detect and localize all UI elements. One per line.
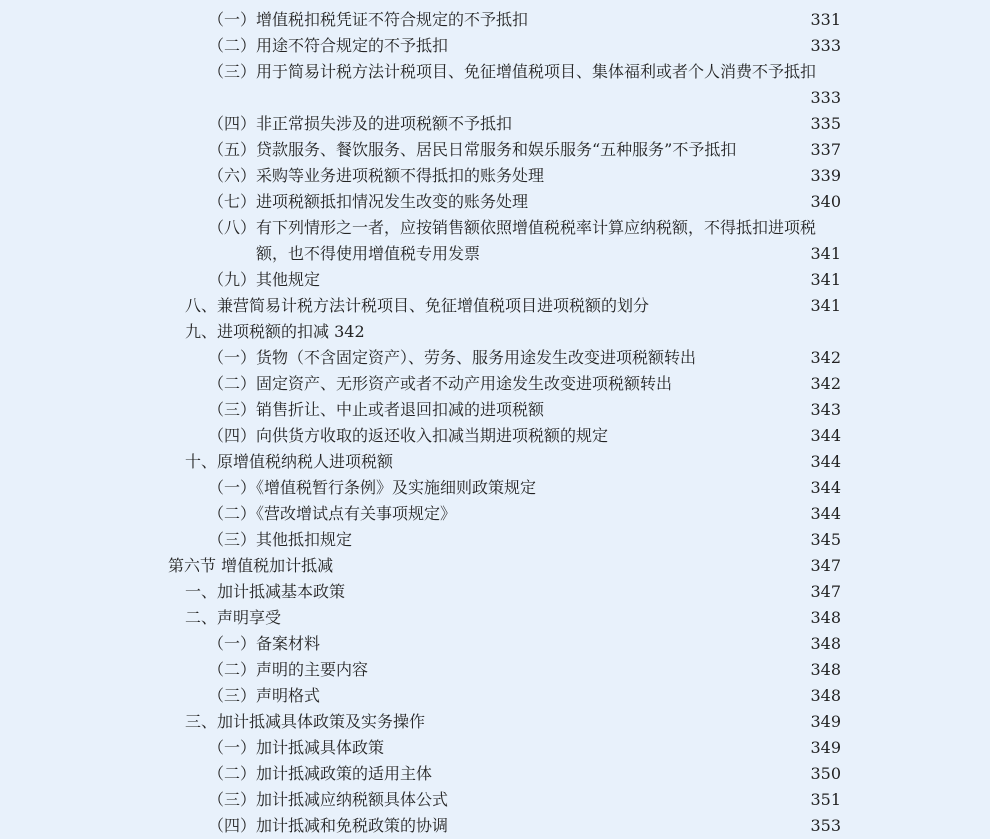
toc-entry-title: （二）加计抵减政策的适用主体 — [208, 764, 433, 783]
toc-entry-title: （三）声明格式 — [208, 686, 321, 705]
toc-entry-page: 341 — [810, 296, 841, 315]
toc-entry-title: （一）《增值税暂行条例》及实施细则政策规定 — [208, 478, 537, 497]
toc-entry-title: （二）《营改增试点有关事项规定》 — [208, 504, 457, 523]
toc-entry[interactable] — [0, 33, 990, 59]
toc-entry-title: （一）备案材料 — [208, 634, 321, 653]
toc-entry-page: 342 — [810, 348, 841, 367]
toc-entry-title: （四）非正常损失涉及的进项税额不予抵扣 — [208, 114, 513, 133]
toc-entry[interactable] — [0, 215, 990, 267]
toc-entry-page: 343 — [810, 400, 841, 419]
toc-entry-title: （三）用于简易计税方法计税项目、免征增值税项目、集体福利或者个人消费不予抵扣 — [208, 62, 817, 81]
toc-entry-page: 353 — [810, 816, 841, 835]
toc-entry-title: （九）其他规定 — [208, 270, 321, 289]
toc-entry-title: （一）增值税扣税凭证不符合规定的不予抵扣 — [208, 10, 529, 29]
toc-entry-title: 二、声明享受 — [185, 608, 282, 627]
toc-entry-page: 333 — [810, 88, 841, 107]
toc-entry-title: （四）向供货方收取的返还收入扣减当期进项税额的规定 — [208, 426, 609, 445]
toc-entry-page: 348 — [810, 660, 841, 679]
toc-entry-title: 一、加计抵减基本政策 — [185, 582, 346, 601]
toc-entry[interactable] — [0, 761, 990, 787]
toc-entry-page: 344 — [810, 426, 841, 445]
toc-entry[interactable] — [0, 267, 990, 293]
toc-entry-title: 第六节 增值税加计抵减 — [168, 556, 334, 575]
toc-entry-title: 三、加计抵减具体政策及实务操作 — [185, 712, 426, 731]
toc-entry-title: （三）销售折让、中止或者退回扣减的进项税额 — [208, 400, 545, 419]
toc-entry[interactable] — [0, 319, 990, 345]
toc-entry-page: 347 — [810, 556, 841, 575]
toc-entry-page: 347 — [810, 582, 841, 601]
toc-entry[interactable] — [0, 605, 990, 631]
toc-entry[interactable] — [0, 163, 990, 189]
toc-entry[interactable] — [0, 137, 990, 163]
toc-entry-page: 344 — [810, 452, 841, 471]
toc-entry-title: （七）进项税额抵扣情况发生改变的账务处理 — [208, 192, 529, 211]
toc-entry-page: 348 — [810, 608, 841, 627]
toc-entry-title: （四）加计抵减和免税政策的协调 — [208, 816, 449, 835]
toc-entry-page: 333 — [810, 36, 841, 55]
toc-entry[interactable] — [0, 371, 990, 397]
toc-entry-page: 340 — [810, 192, 841, 211]
toc-entry[interactable] — [0, 397, 990, 423]
toc-entry-title: （三）加计抵减应纳税额具体公式 — [208, 790, 449, 809]
toc-entry-page: 350 — [810, 764, 841, 783]
toc-entry-page: 349 — [810, 712, 841, 731]
toc-entry[interactable] — [0, 735, 990, 761]
toc-entry-page: 344 — [810, 478, 841, 497]
toc-entry-page: 339 — [810, 166, 841, 185]
toc-entry-page: 348 — [810, 686, 841, 705]
toc-entry[interactable] — [0, 631, 990, 657]
toc-entry[interactable] — [0, 501, 990, 527]
toc-entry[interactable] — [0, 111, 990, 137]
toc-entry[interactable] — [0, 423, 990, 449]
toc-entry-title: （二）用途不符合规定的不予抵扣 — [208, 36, 449, 55]
toc-entry[interactable] — [0, 657, 990, 683]
toc-entry[interactable] — [0, 709, 990, 735]
toc-entry[interactable] — [0, 7, 990, 33]
toc-entry-title: （八）有下列情形之一者，应按销售额依照增值税税率计算应纳税额，不得抵扣进项税额，也不得使用增值税专用发票 — [208, 218, 817, 263]
toc-entry-page: 335 — [810, 114, 841, 133]
toc-entry-title: 九、进项税额的扣减 342 — [185, 322, 365, 341]
toc-entry[interactable] — [0, 293, 990, 319]
toc-entry-page: 351 — [810, 790, 841, 809]
toc-entry-page: 337 — [810, 140, 841, 159]
toc-entry[interactable] — [0, 813, 990, 839]
toc-entry-title: （二）声明的主要内容 — [208, 660, 369, 679]
toc-entry-page: 349 — [810, 738, 841, 757]
toc-entry-title: （一）加计抵减具体政策 — [208, 738, 385, 757]
toc-entry[interactable] — [0, 345, 990, 371]
toc-entry-title: （五）贷款服务、餐饮服务、居民日常服务和娱乐服务“五种服务”不予抵扣 — [208, 140, 737, 159]
toc-entry[interactable] — [0, 683, 990, 709]
toc-entry[interactable] — [0, 189, 990, 215]
toc-entry-page: 331 — [810, 10, 841, 29]
toc-entry-page: 341 — [810, 270, 841, 289]
toc-entry-page: 344 — [810, 504, 841, 523]
toc-entry-title: （六）采购等业务进项税额不得抵扣的账务处理 — [208, 166, 545, 185]
toc-entry-title: 八、兼营简易计税方法计税项目、免征增值税项目进项税额的划分 — [185, 296, 650, 315]
toc-entry[interactable] — [0, 579, 990, 605]
toc-entry[interactable] — [0, 527, 990, 553]
toc-entry-page: 348 — [810, 634, 841, 653]
toc-entry-title: （二）固定资产、无形资产或者不动产用途发生改变进项税额转出 — [208, 374, 673, 393]
toc-entry-title: （三）其他抵扣规定 — [208, 530, 353, 549]
toc-entry[interactable] — [0, 449, 990, 475]
toc-entry-title: （一）货物（不含固定资产）、劳务、服务用途发生改变进项税额转出 — [208, 348, 697, 367]
toc-entry-title: 十、原增值税纳税人进项税额 — [185, 452, 394, 471]
toc-entry-page: 345 — [810, 530, 841, 549]
toc-entry[interactable] — [0, 59, 990, 111]
table-of-contents — [0, 7, 990, 839]
toc-entry-page: 342 — [810, 374, 841, 393]
toc-entry[interactable] — [0, 553, 990, 579]
toc-entry[interactable] — [0, 475, 990, 501]
toc-entry[interactable] — [0, 787, 990, 813]
toc-entry-page: 341 — [810, 244, 841, 263]
